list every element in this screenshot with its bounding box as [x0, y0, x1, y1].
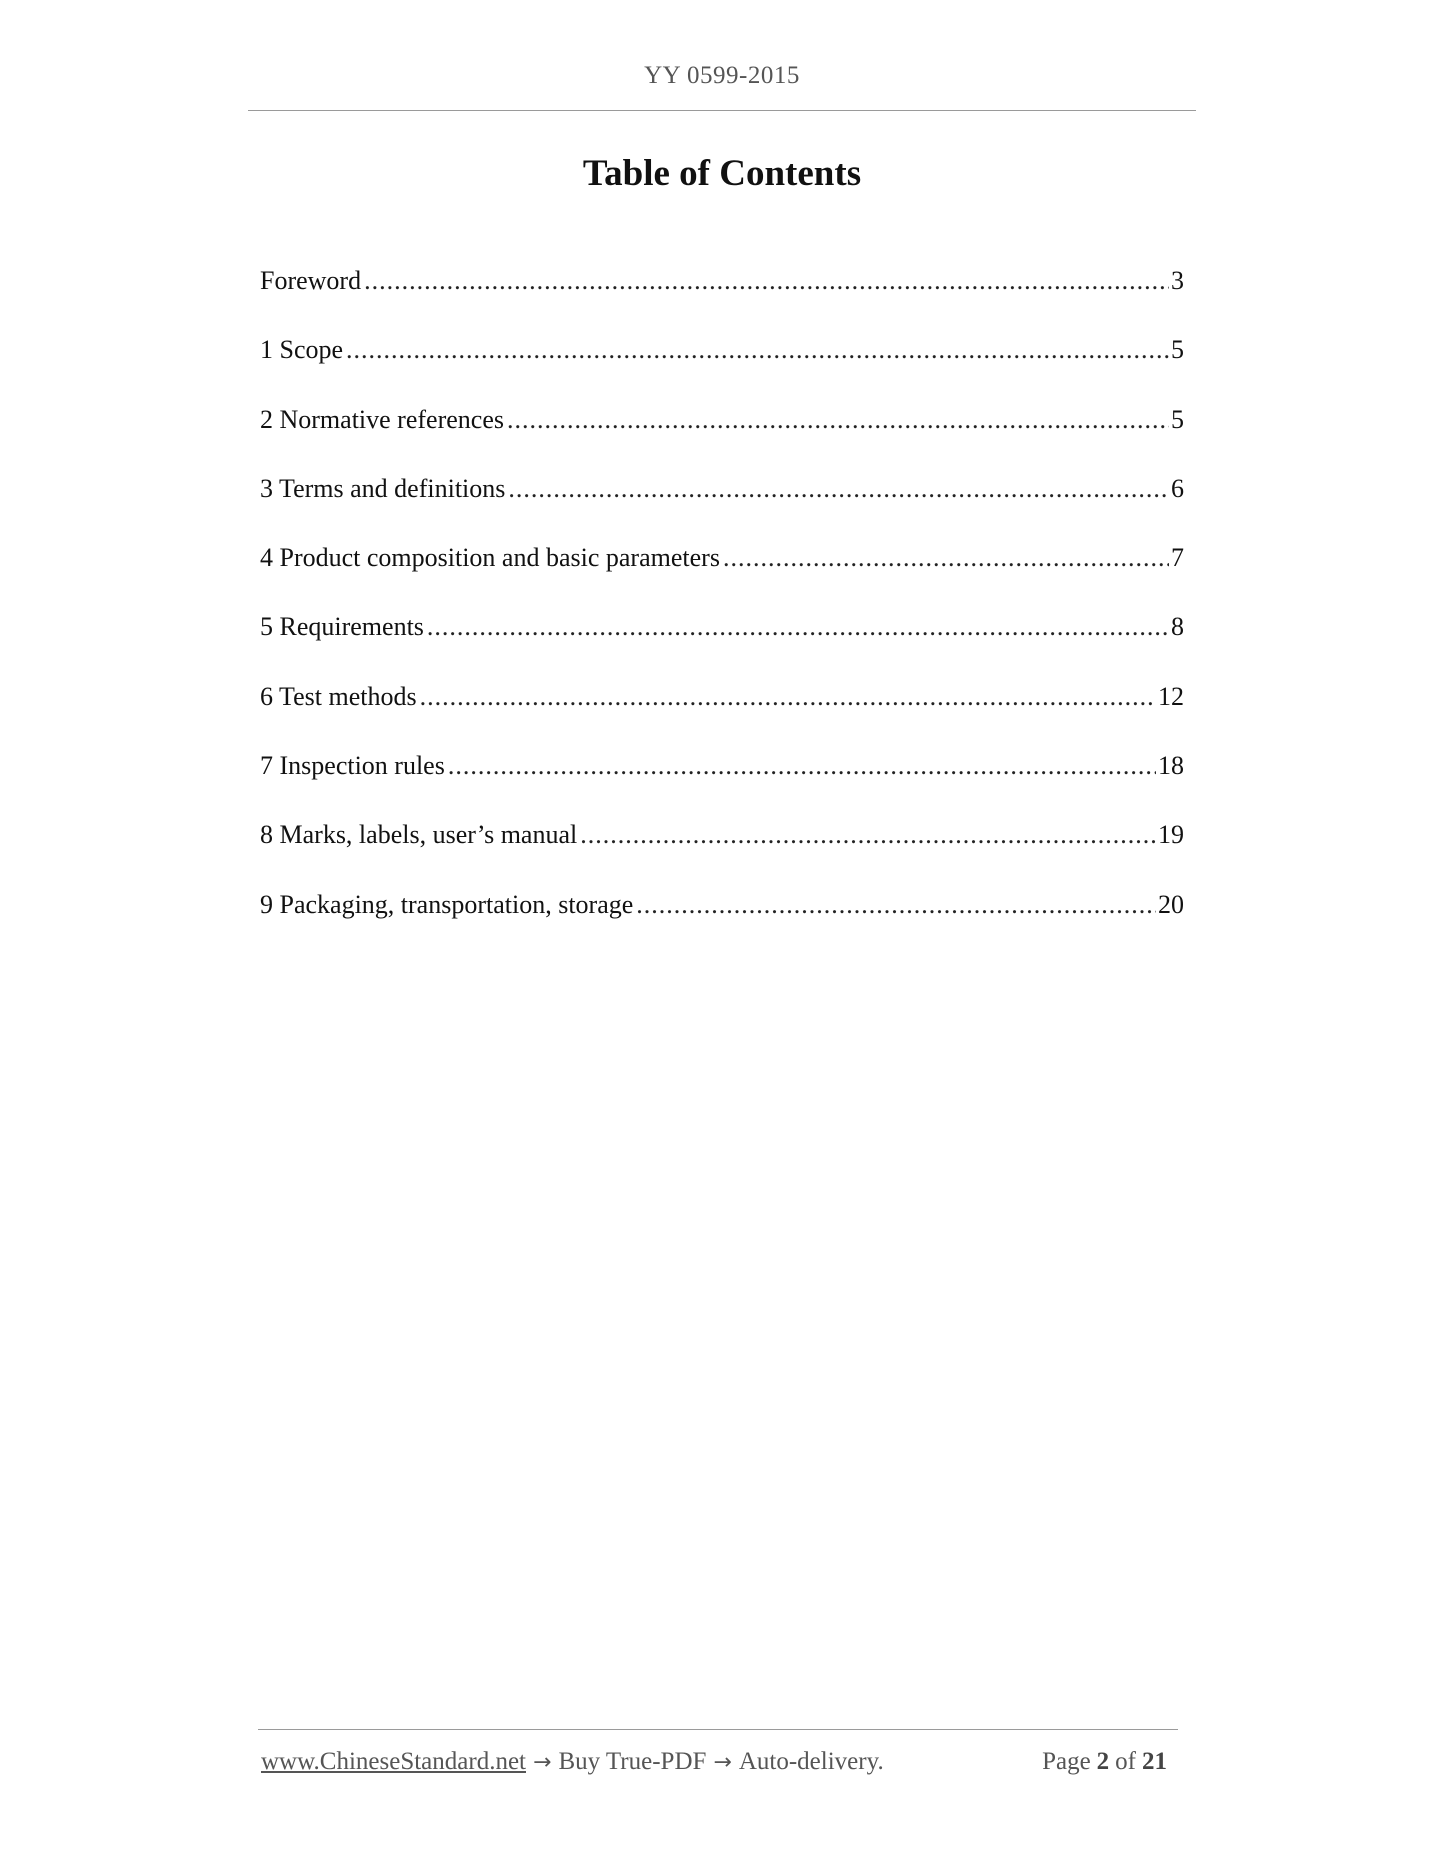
- toc-entry-label: 1 Scope: [260, 335, 344, 365]
- toc-entry-label: 4 Product composition and basic parameters: [260, 543, 720, 573]
- toc-dot-leader: [580, 810, 1156, 860]
- toc-entry-label: 6 Test methods: [260, 681, 417, 711]
- footer-step-delivery: Auto-delivery.: [738, 1748, 884, 1775]
- footer-promo: [261, 1748, 884, 1776]
- toc-entry-normative-references[interactable]: [260, 395, 1184, 464]
- toc-entry-inspection-rules[interactable]: [260, 741, 1184, 810]
- footer-step-buy: Buy True-PDF: [558, 1748, 707, 1775]
- toc-dot-leader: [507, 395, 1169, 445]
- toc-entry-scope[interactable]: [260, 325, 1184, 394]
- page-word: Page: [1042, 1748, 1091, 1775]
- toc-dot-leader: [364, 256, 1169, 306]
- toc-entry-product-composition[interactable]: [260, 533, 1184, 602]
- toc-entry-label: 8 Marks, labels, user’s manual: [260, 820, 578, 850]
- toc-dot-leader: [723, 533, 1169, 583]
- toc-entry-page: 8: [1171, 612, 1184, 642]
- footer-divider: [258, 1729, 1178, 1730]
- toc-entry-page: 18: [1158, 751, 1184, 781]
- toc-entry-label: 5 Requirements: [260, 612, 424, 642]
- toc-entry-page: 3: [1171, 266, 1184, 295]
- toc-entry-label: Foreword: [260, 266, 362, 295]
- running-header: YY 0599-2015: [644, 62, 800, 89]
- toc-entry-page: 19: [1158, 820, 1184, 850]
- toc-entry-label: 2 Normative references: [260, 404, 504, 434]
- arrow-right-icon: →: [713, 1750, 732, 1775]
- toc-entry-requirements[interactable]: [260, 602, 1184, 671]
- toc-entry-label: 7 Inspection rules: [260, 751, 445, 781]
- toc-entry-marks-labels-manual[interactable]: [260, 810, 1184, 879]
- table-of-contents: [260, 256, 1184, 949]
- of-word: of: [1115, 1748, 1136, 1775]
- toc-entry-packaging-transportation-storage[interactable]: [260, 880, 1184, 949]
- arrow-right-icon: →: [533, 1750, 552, 1775]
- page-indicator: [1042, 1748, 1173, 1776]
- header-divider: [248, 110, 1196, 111]
- toc-entry-page: 5: [1171, 335, 1184, 365]
- total-pages-number: 21: [1142, 1748, 1167, 1775]
- page-title: Table of Contents: [582, 153, 862, 194]
- toc-entry-foreword[interactable]: [260, 256, 1184, 325]
- site-link[interactable]: www.ChineseStandard.net: [261, 1748, 526, 1775]
- page-footer: [261, 1748, 1175, 1784]
- toc-dot-leader: [448, 741, 1156, 791]
- toc-entry-page: 12: [1158, 681, 1184, 711]
- toc-dot-leader: [636, 880, 1156, 930]
- toc-dot-leader: [427, 602, 1169, 652]
- toc-entry-label: 3 Terms and definitions: [260, 473, 506, 503]
- toc-dot-leader: [346, 325, 1169, 375]
- toc-entry-page: 6: [1171, 473, 1184, 503]
- toc-entry-page: 20: [1158, 889, 1184, 919]
- toc-entry-terms-and-definitions[interactable]: [260, 464, 1184, 533]
- toc-entry-label: 9 Packaging, transportation, storage: [260, 889, 634, 919]
- toc-entry-page: 5: [1171, 404, 1184, 434]
- current-page-number: 2: [1096, 1748, 1110, 1775]
- toc-dot-leader: [508, 464, 1169, 514]
- toc-dot-leader: [420, 672, 1156, 722]
- toc-entry-page: 7: [1171, 543, 1184, 573]
- toc-entry-test-methods[interactable]: [260, 672, 1184, 741]
